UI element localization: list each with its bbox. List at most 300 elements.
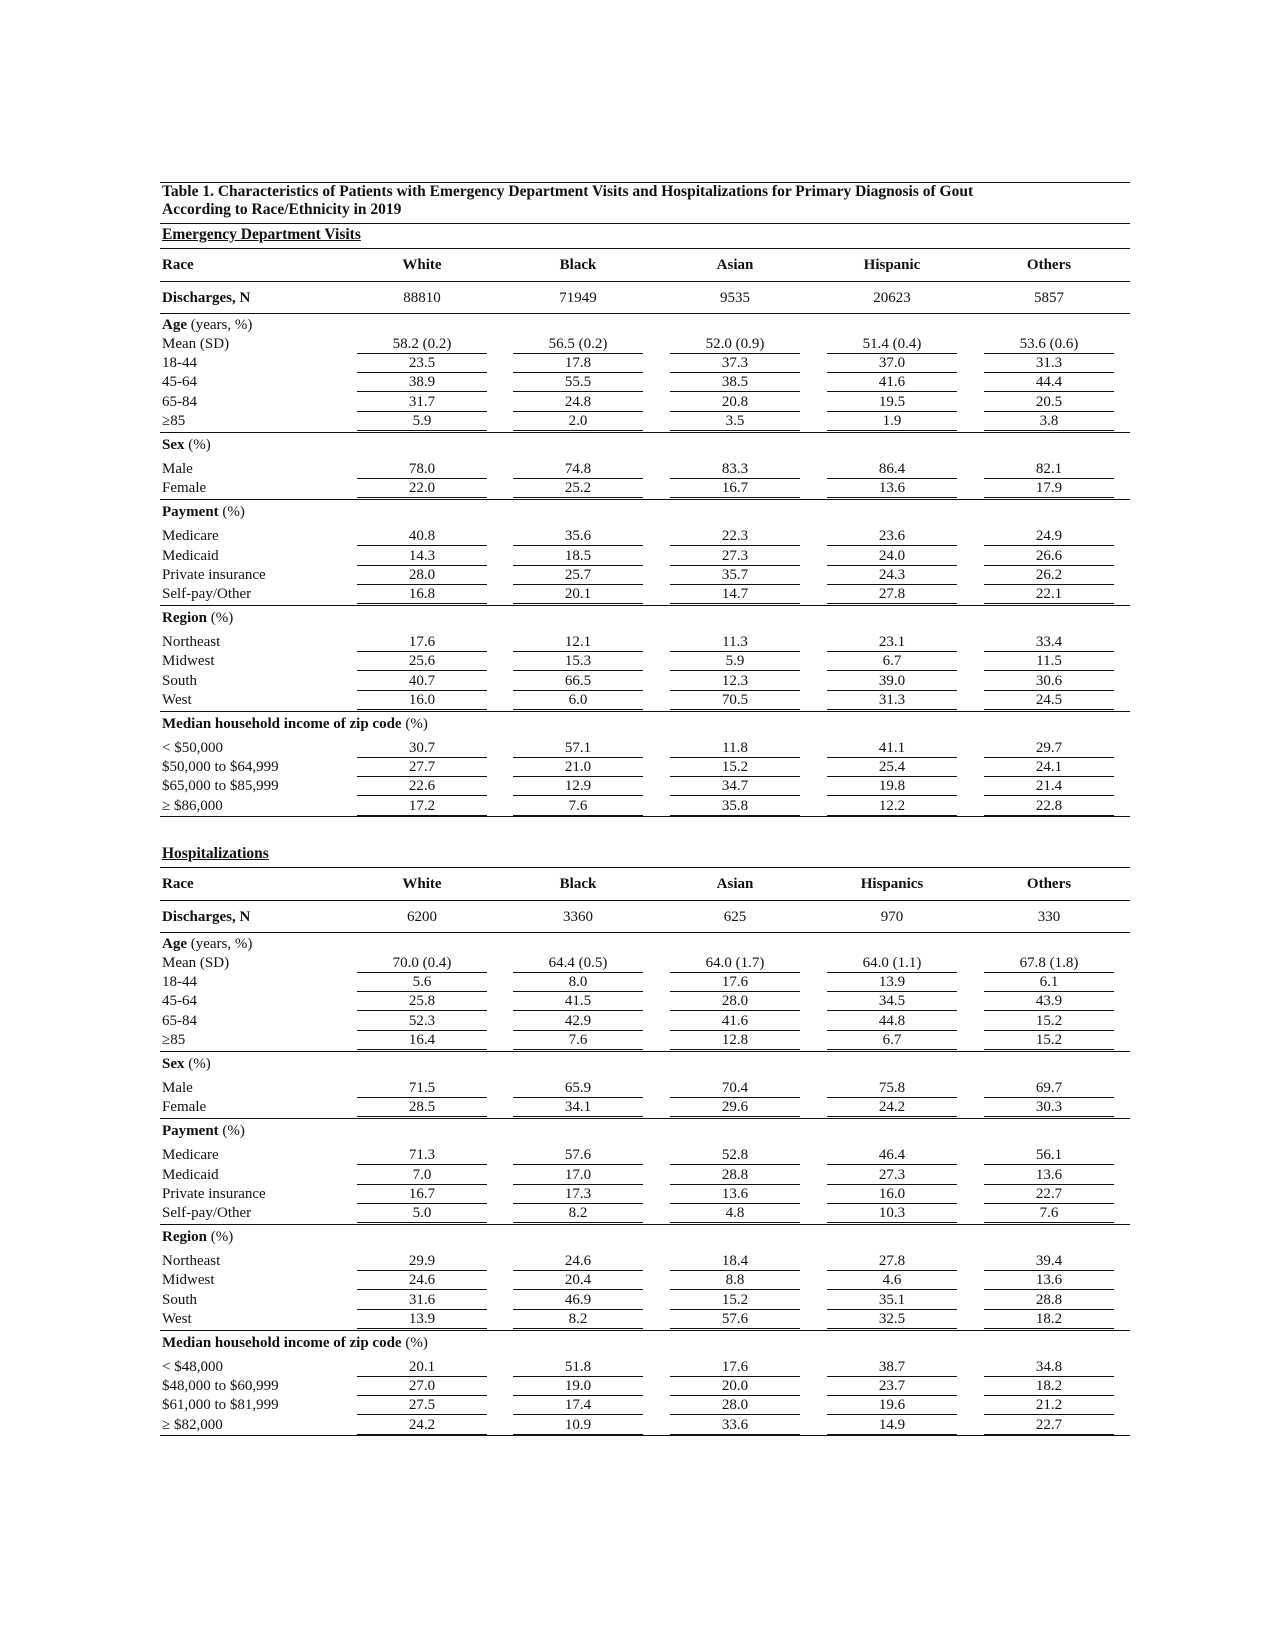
row-label: Midwest [162, 653, 215, 670]
title-bottom-rule [160, 223, 1130, 224]
row-label: 18-44 [162, 355, 197, 372]
row-label: ≥85 [162, 412, 186, 429]
discharges-value: 88810 [403, 290, 441, 306]
cell-value: 53.6 (0.6) [1019, 336, 1079, 352]
cell-value: 24.5 [1035, 691, 1063, 708]
cell-value: 43.9 [1035, 993, 1063, 1010]
cell-value: 37.3 [721, 355, 749, 372]
group-label-bold: Payment [162, 504, 219, 521]
group-end-rule [160, 816, 1130, 817]
cell-value: 12.1 [564, 634, 592, 651]
cell-value: 20.0 [721, 1378, 749, 1395]
row-label: Mean (SD) [162, 336, 230, 352]
discharges-value: 6200 [407, 909, 437, 925]
cell-value: 52.8 [721, 1147, 749, 1164]
row-label: Male [162, 1080, 193, 1096]
cell-value: 52.0 (0.9) [705, 336, 765, 352]
group-label [162, 715, 428, 733]
cell-value: 24.6 [564, 1253, 592, 1270]
cell-value: 70.0 (0.4) [392, 955, 452, 971]
group-label-bold: Median household income of zip code [162, 716, 402, 732]
cell-value: 32.5 [878, 1310, 906, 1327]
cell-value: 11.3 [722, 634, 748, 651]
row-label: < $48,000 [162, 1359, 223, 1375]
group-label-unit: (%) [207, 1229, 234, 1246]
row-label: Medicaid [162, 547, 219, 564]
cell-value: 22.3 [721, 528, 749, 545]
table-title-line-2: According to Race/Ethnicity in 2019 [162, 201, 402, 218]
cell-value: 5.6 [412, 974, 432, 991]
cell-value: 27.5 [408, 1397, 436, 1414]
cell-value: 30.3 [1035, 1099, 1063, 1116]
cell-value: 7.0 [412, 1166, 432, 1183]
group-end-rule [160, 1330, 1130, 1331]
cell-value: 4.6 [882, 1272, 902, 1289]
cell-value: 4.8 [725, 1205, 745, 1221]
cell-value: 71.5 [408, 1080, 436, 1096]
cell-value: 22.0 [408, 480, 436, 497]
group-label [162, 1122, 245, 1140]
group-label [162, 316, 252, 334]
cell-value: 12.9 [564, 778, 592, 795]
group-label-bold: Region [162, 1229, 207, 1246]
cell-value: 16.7 [408, 1185, 436, 1202]
row-label: Self-pay/Other [162, 1205, 252, 1221]
cell-value: 22.7 [1035, 1185, 1063, 1202]
cell-value: 11.8 [722, 740, 748, 756]
cell-value: 22.1 [1035, 586, 1063, 602]
cell-value: 52.3 [408, 1012, 436, 1029]
cell-value: 27.8 [878, 586, 906, 602]
cell-value: 27.3 [721, 547, 749, 564]
cell-value: 31.3 [1035, 355, 1063, 372]
group-end-rule [160, 1435, 1130, 1436]
cell-value: 41.6 [721, 1012, 749, 1029]
cell-value: 22.7 [1035, 1416, 1063, 1433]
row-label: Private insurance [162, 1185, 266, 1202]
cell-value: 18.2 [1035, 1378, 1063, 1395]
cell-value: 70.4 [721, 1080, 749, 1096]
cell-value: 5.9 [725, 653, 745, 670]
cell-value: 7.6 [1039, 1205, 1059, 1221]
cell-value: 29.6 [721, 1099, 749, 1116]
cell-value: 17.6 [721, 974, 749, 991]
cell-value: 34.7 [721, 778, 749, 795]
cell-value: 22.8 [1035, 797, 1063, 814]
race-header-label: Race [162, 257, 194, 273]
cell-value: 24.2 [408, 1416, 436, 1433]
row-label: Male [162, 461, 193, 477]
cell-value: 83.3 [721, 461, 749, 477]
group-label-bold: Payment [162, 1123, 219, 1140]
row-label: $50,000 to $64,999 [162, 759, 279, 776]
cell-value: 20.4 [564, 1272, 592, 1289]
cell-value: 58.2 (0.2) [392, 336, 452, 352]
column-header: Hispanics [860, 876, 924, 892]
cell-value: 27.3 [878, 1166, 906, 1183]
cell-value: 12.2 [878, 797, 906, 814]
cell-value: 35.7 [721, 566, 749, 583]
group-label [162, 1228, 233, 1246]
cell-value: 25.8 [408, 993, 436, 1010]
cell-value: 25.6 [408, 653, 436, 670]
row-label: South [162, 1291, 198, 1308]
cell-value: 28.8 [721, 1166, 749, 1183]
cell-value: 1.9 [882, 412, 902, 429]
discharges-rule [160, 313, 1130, 314]
column-header: White [402, 876, 442, 892]
cell-value: 11.5 [1036, 653, 1062, 670]
cell-value: 8.8 [725, 1272, 745, 1289]
discharges-value: 330 [1037, 909, 1061, 925]
cell-value: 40.7 [408, 672, 436, 689]
cell-value: 64.4 (0.5) [548, 955, 608, 971]
cell-value: 66.5 [564, 672, 592, 689]
cell-value: 28.0 [408, 566, 436, 583]
group-label [162, 935, 252, 953]
row-label: 45-64 [162, 374, 197, 391]
cell-value: 22.6 [408, 778, 436, 795]
cell-value: 13.6 [1035, 1166, 1063, 1183]
cell-value: 29.7 [1035, 740, 1063, 756]
group-label-unit: (%) [207, 610, 234, 627]
cell-value: 16.4 [408, 1031, 436, 1048]
cell-value: 15.2 [721, 759, 749, 776]
group-label-unit: (years, %) [187, 317, 253, 333]
row-label: $61,000 to $81,999 [162, 1397, 279, 1414]
cell-value: 35.6 [564, 528, 592, 545]
cell-value: 6.1 [1039, 974, 1059, 991]
cell-value: 25.7 [564, 566, 592, 583]
group-label [162, 609, 233, 627]
cell-value: 8.0 [568, 974, 588, 991]
group-label [162, 1334, 428, 1352]
cell-value: 30.6 [1035, 672, 1063, 689]
cell-value: 31.3 [878, 691, 906, 708]
row-label: Mean (SD) [162, 955, 230, 971]
cell-value: 10.3 [878, 1205, 906, 1221]
cell-value: 30.7 [408, 740, 436, 756]
cell-value: 26.6 [1035, 547, 1063, 564]
cell-value: 27.7 [408, 759, 436, 776]
cell-value: 15.2 [1035, 1031, 1063, 1048]
group-label-bold: Median household income of zip code [162, 1335, 402, 1351]
cell-value: 15.2 [1035, 1012, 1063, 1029]
cell-value: 56.1 [1035, 1147, 1063, 1164]
section-rule [160, 867, 1130, 868]
cell-value: 16.0 [878, 1185, 906, 1202]
cell-value: 28.0 [721, 1397, 749, 1414]
cell-value: 24.1 [1035, 759, 1063, 776]
cell-value: 20.1 [408, 1359, 436, 1375]
cell-value: 29.9 [408, 1253, 436, 1270]
cell-value: 24.3 [878, 566, 906, 583]
cell-value: 25.2 [564, 480, 592, 497]
cell-value: 8.2 [568, 1205, 588, 1221]
cell-value: 3.8 [1039, 412, 1059, 429]
column-header: Others [1026, 876, 1072, 892]
cell-value: 23.1 [878, 634, 906, 651]
cell-value: 23.7 [878, 1378, 906, 1395]
group-label-unit: (%) [218, 1123, 245, 1140]
group-end-rule [160, 711, 1130, 712]
cell-value: 8.2 [568, 1310, 588, 1327]
cell-value: 38.9 [408, 374, 436, 391]
discharges-label: Discharges, N [162, 909, 251, 925]
group-end-rule [160, 1051, 1130, 1052]
cell-value: 17.9 [1035, 480, 1063, 497]
cell-value: 24.2 [878, 1099, 906, 1116]
cell-value: 75.8 [878, 1080, 906, 1096]
cell-value: 37.0 [878, 355, 906, 372]
row-label: West [162, 691, 192, 708]
group-label-bold: Region [162, 610, 207, 627]
group-label [162, 503, 245, 521]
row-label: $65,000 to $85,999 [162, 778, 279, 795]
cell-value: 27.0 [408, 1378, 436, 1395]
cell-value: 24.9 [1035, 528, 1063, 545]
cell-value: 35.8 [721, 797, 749, 814]
row-label: Midwest [162, 1272, 215, 1289]
cell-value: 34.8 [1035, 1359, 1063, 1375]
discharges-rule [160, 932, 1130, 933]
row-label: South [162, 672, 198, 689]
cell-value: 5.9 [412, 412, 432, 429]
column-header: Others [1026, 257, 1072, 273]
cell-value: 18.5 [564, 547, 592, 564]
cell-value: 56.5 (0.2) [548, 336, 608, 352]
cell-value: 7.6 [568, 797, 588, 814]
cell-value: 6.0 [568, 691, 588, 708]
group-label-unit: (%) [401, 1335, 428, 1351]
group-end-rule [160, 1224, 1130, 1225]
race-header-label: Race [162, 876, 194, 892]
cell-value: 24.6 [408, 1272, 436, 1289]
section-title: Emergency Department Visits [162, 226, 361, 243]
cell-value: 13.6 [1035, 1272, 1063, 1289]
cell-value: 24.8 [564, 393, 592, 410]
discharges-label: Discharges, N [162, 290, 251, 306]
cell-value: 20.1 [564, 586, 592, 602]
cell-value: 14.7 [721, 586, 749, 602]
group-label [162, 436, 211, 454]
cell-value: 86.4 [878, 461, 906, 477]
cell-value: 34.5 [878, 993, 906, 1010]
cell-value: 18.4 [721, 1253, 749, 1270]
column-header: White [402, 257, 442, 273]
cell-value: 19.8 [878, 778, 906, 795]
cell-value: 14.9 [878, 1416, 906, 1433]
group-label-bold: Sex [162, 437, 185, 453]
cell-value: 13.6 [878, 480, 906, 497]
row-label: Medicare [162, 1147, 219, 1164]
cell-value: 17.6 [408, 634, 436, 651]
row-label: Female [162, 1099, 207, 1116]
discharges-value: 71949 [559, 290, 597, 306]
cell-value: 55.5 [564, 374, 592, 391]
cell-value: 41.1 [878, 740, 906, 756]
table-title-line-1: Table 1. Characteristics of Patients with Emergency Department Visits and Hospitalizations for Primary Diagnosis of Gout [162, 183, 974, 200]
cell-value: 16.8 [408, 586, 436, 602]
cell-value: 18.2 [1035, 1310, 1063, 1327]
column-header: Asian [716, 257, 754, 273]
row-label: ≥ $82,000 [162, 1416, 223, 1433]
cell-value: 57.6 [721, 1310, 749, 1327]
discharges-value: 3360 [563, 909, 593, 925]
cell-value: 33.6 [721, 1416, 749, 1433]
cell-value: 69.7 [1035, 1080, 1063, 1096]
cell-value: 23.5 [408, 355, 436, 372]
cell-value: 71.3 [408, 1147, 436, 1164]
section-rule [160, 248, 1130, 249]
cell-value: 31.6 [408, 1291, 436, 1308]
cell-value: 42.9 [564, 1012, 592, 1029]
cell-value: 41.5 [564, 993, 592, 1010]
group-label-unit: (%) [401, 716, 428, 732]
cell-value: 13.6 [721, 1185, 749, 1202]
cell-value: 44.4 [1035, 374, 1063, 391]
cell-value: 70.5 [721, 691, 749, 708]
cell-value: 44.8 [878, 1012, 906, 1029]
cell-value: 35.1 [878, 1291, 906, 1308]
cell-value: 17.0 [564, 1166, 592, 1183]
column-header: Asian [716, 876, 754, 892]
cell-value: 57.6 [564, 1147, 592, 1164]
cell-value: 57.1 [564, 740, 592, 756]
cell-value: 38.7 [878, 1359, 906, 1375]
cell-value: 40.8 [408, 528, 436, 545]
cell-value: 6.7 [882, 653, 902, 670]
cell-value: 19.6 [878, 1397, 906, 1414]
group-label-unit: (%) [184, 437, 211, 453]
row-label: West [162, 1310, 192, 1327]
cell-value: 65.9 [564, 1080, 592, 1096]
cell-value: 15.2 [721, 1291, 749, 1308]
cell-value: 12.8 [721, 1031, 749, 1048]
column-header: Black [559, 876, 597, 892]
row-label: Medicare [162, 528, 219, 545]
cell-value: 33.4 [1035, 634, 1063, 651]
row-label: Medicaid [162, 1166, 219, 1183]
row-label: 45-64 [162, 993, 197, 1010]
group-end-rule [160, 605, 1130, 606]
row-label: Self-pay/Other [162, 586, 252, 602]
row-label: < $50,000 [162, 740, 223, 756]
cell-value: 21.4 [1035, 778, 1063, 795]
cell-value: 6.7 [882, 1031, 902, 1048]
cell-value: 46.4 [878, 1147, 906, 1164]
cell-value: 78.0 [408, 461, 436, 477]
group-label-bold: Age [162, 936, 187, 952]
group-label-bold: Sex [162, 1056, 185, 1072]
cell-value: 21.2 [1035, 1397, 1063, 1414]
cell-value: 13.9 [408, 1310, 436, 1327]
cell-value: 23.6 [878, 528, 906, 545]
row-label: Northeast [162, 1253, 221, 1270]
cell-value: 10.9 [564, 1416, 592, 1433]
cell-value: 14.3 [408, 547, 436, 564]
top-rule [160, 182, 1130, 183]
cell-value: 31.7 [408, 393, 436, 410]
cell-value: 19.0 [564, 1378, 592, 1395]
row-label: Northeast [162, 634, 221, 651]
column-header: Hispanic [863, 257, 921, 273]
row-label: ≥ $86,000 [162, 797, 223, 814]
discharges-value: 20623 [873, 290, 911, 306]
cell-value: 34.1 [564, 1099, 592, 1116]
cell-value: 13.9 [878, 974, 906, 991]
cell-value: 16.0 [408, 691, 436, 708]
discharges-value: 625 [723, 909, 747, 925]
group-label [162, 1055, 211, 1073]
section-title: Hospitalizations [162, 845, 269, 862]
cell-value: 51.4 (0.4) [862, 336, 922, 352]
cell-value: 28.0 [721, 993, 749, 1010]
cell-value: 51.8 [564, 1359, 592, 1375]
cell-value: 46.9 [564, 1291, 592, 1308]
cell-value: 24.0 [878, 547, 906, 564]
cell-value: 2.0 [568, 412, 588, 429]
cell-value: 12.3 [721, 672, 749, 689]
cell-value: 74.8 [564, 461, 592, 477]
cell-value: 39.0 [878, 672, 906, 689]
cell-value: 17.8 [564, 355, 592, 372]
cell-value: 27.8 [878, 1253, 906, 1270]
cell-value: 28.8 [1035, 1291, 1063, 1308]
row-label: Female [162, 480, 207, 497]
row-label: 65-84 [162, 393, 197, 410]
cell-value: 26.2 [1035, 566, 1063, 583]
header-rule [160, 281, 1130, 282]
cell-value: 38.5 [721, 374, 749, 391]
group-end-rule [160, 499, 1130, 500]
cell-value: 15.3 [564, 653, 592, 670]
discharges-value: 9535 [720, 290, 750, 306]
cell-value: 20.8 [721, 393, 749, 410]
cell-value: 25.4 [878, 759, 906, 776]
column-header: Black [559, 257, 597, 273]
group-label-unit: (%) [218, 504, 245, 521]
discharges-value: 5857 [1034, 290, 1064, 306]
cell-value: 64.0 (1.1) [862, 955, 922, 971]
cell-value: 39.4 [1035, 1253, 1063, 1270]
header-rule [160, 900, 1130, 901]
cell-value: 67.8 (1.8) [1019, 955, 1079, 971]
cell-value: 3.5 [725, 412, 745, 429]
cell-value: 17.4 [564, 1397, 592, 1414]
row-label: Private insurance [162, 566, 266, 583]
cell-value: 17.3 [564, 1185, 592, 1202]
row-label: $48,000 to $60,999 [162, 1378, 279, 1395]
group-label-unit: (%) [184, 1056, 211, 1072]
cell-value: 17.6 [721, 1359, 749, 1375]
group-label-bold: Age [162, 317, 187, 333]
cell-value: 64.0 (1.7) [705, 955, 765, 971]
group-end-rule [160, 432, 1130, 433]
cell-value: 5.0 [412, 1205, 432, 1221]
row-label: 65-84 [162, 1012, 197, 1029]
group-end-rule [160, 1118, 1130, 1119]
row-label: 18-44 [162, 974, 197, 991]
group-label-unit: (years, %) [187, 936, 253, 952]
row-label: ≥85 [162, 1031, 186, 1048]
cell-value: 19.5 [878, 393, 906, 410]
cell-value: 21.0 [564, 759, 592, 776]
cell-value: 41.6 [878, 374, 906, 391]
cell-value: 17.2 [408, 797, 436, 814]
cell-value: 16.7 [721, 480, 749, 497]
cell-value: 28.5 [408, 1099, 436, 1116]
